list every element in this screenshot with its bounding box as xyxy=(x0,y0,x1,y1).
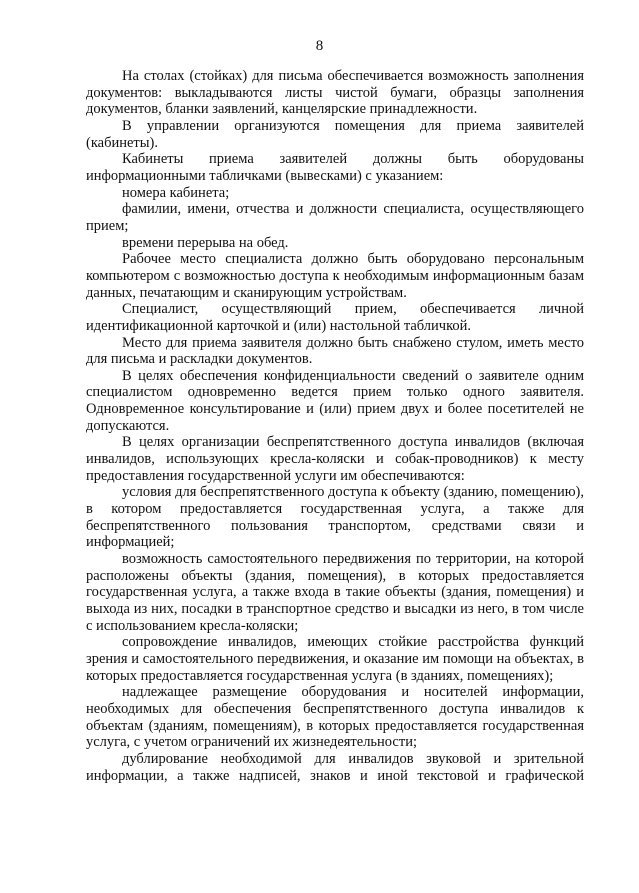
paragraph: В целях обеспечения конфиденциальности сведений о заявителе одним специалистом одновременно ведется прием только одного заявителя. Одновременное консультирование и (или) прием двух и более посетителей не допускаются. xyxy=(86,367,584,434)
paragraph: В управлении организуются помещения для приема заявителей (кабинеты). xyxy=(86,117,584,151)
list-item: дублирование необходимой для инвалидов звуковой и зрительной информации, а также надписей, знаков и иной текстовой и графической xyxy=(86,750,584,784)
list-item: условия для беспрепятственного доступа к объекту (зданию, помещению), в котором предоставляется государственная услуга, а также для беспрепятственного пользования транспортом, средствами связи и информацией; xyxy=(86,484,584,551)
list-item: надлежащее размещение оборудования и носителей информации, необходимых для обеспечения беспрепятственного доступа инвалидов к объектам (зданиям, помещениям), в которых предоставляется государственная услуга, с учетом ограничений их жизнедеятельности; xyxy=(86,684,584,751)
list-item: времени перерыва на обед. xyxy=(122,234,289,251)
list-item: возможность самостоятельного передвижения по территории, на которой расположены объекты (здания, помещения), в которых предоставляется государственная услуга, а также входа в такие объекты (здания, помещения) и выхода из них, посадки в транспортное средство и высадки из него, в том числе с использованием кресла-коляски; xyxy=(86,551,584,634)
paragraph: На столах (стойках) для письма обеспечивается возможность заполнения документов: выкладываются листы чистой бумаги, образцы заполнения документов, бланки заявлений, канцелярские принадлежности. xyxy=(86,68,584,118)
list-item: фамилии, имени, отчества и должности специалиста, осуществляющего прием; xyxy=(86,201,584,234)
paragraph: Кабинеты приема заявителей должны быть оборудованы информационными табличками (вывесками) с указанием: xyxy=(86,151,584,184)
paragraph: В целях организации беспрепятственного доступа инвалидов (включая инвалидов, использующих кресла-коляски и собак-проводников) к месту предоставления государственной услуги им обеспечиваются: xyxy=(86,434,584,484)
paragraph: Рабочее место специалиста должно быть оборудовано персональным компьютером с возможностью доступа к необходимым информационным базам данных, печатающим и сканирующим устройствам. xyxy=(86,251,584,301)
list-item: номера кабинета; xyxy=(122,184,230,201)
page-number: 8 xyxy=(315,38,324,54)
paragraph: Специалист, осуществляющий прием, обеспечивается личной идентификационной карточкой и (или) настольной табличкой. xyxy=(86,301,584,334)
document-body xyxy=(86,68,584,784)
paragraph: Место для приема заявителя должно быть снабжено стулом, иметь место для письма и раскладки документов. xyxy=(86,334,584,368)
list-item: сопровождение инвалидов, имеющих стойкие расстройства функций зрения и самостоятельного передвижения, и оказание им помощи на объектах, в которых предоставляется государственная услуга (в зданиях, помещениях); xyxy=(86,634,584,684)
